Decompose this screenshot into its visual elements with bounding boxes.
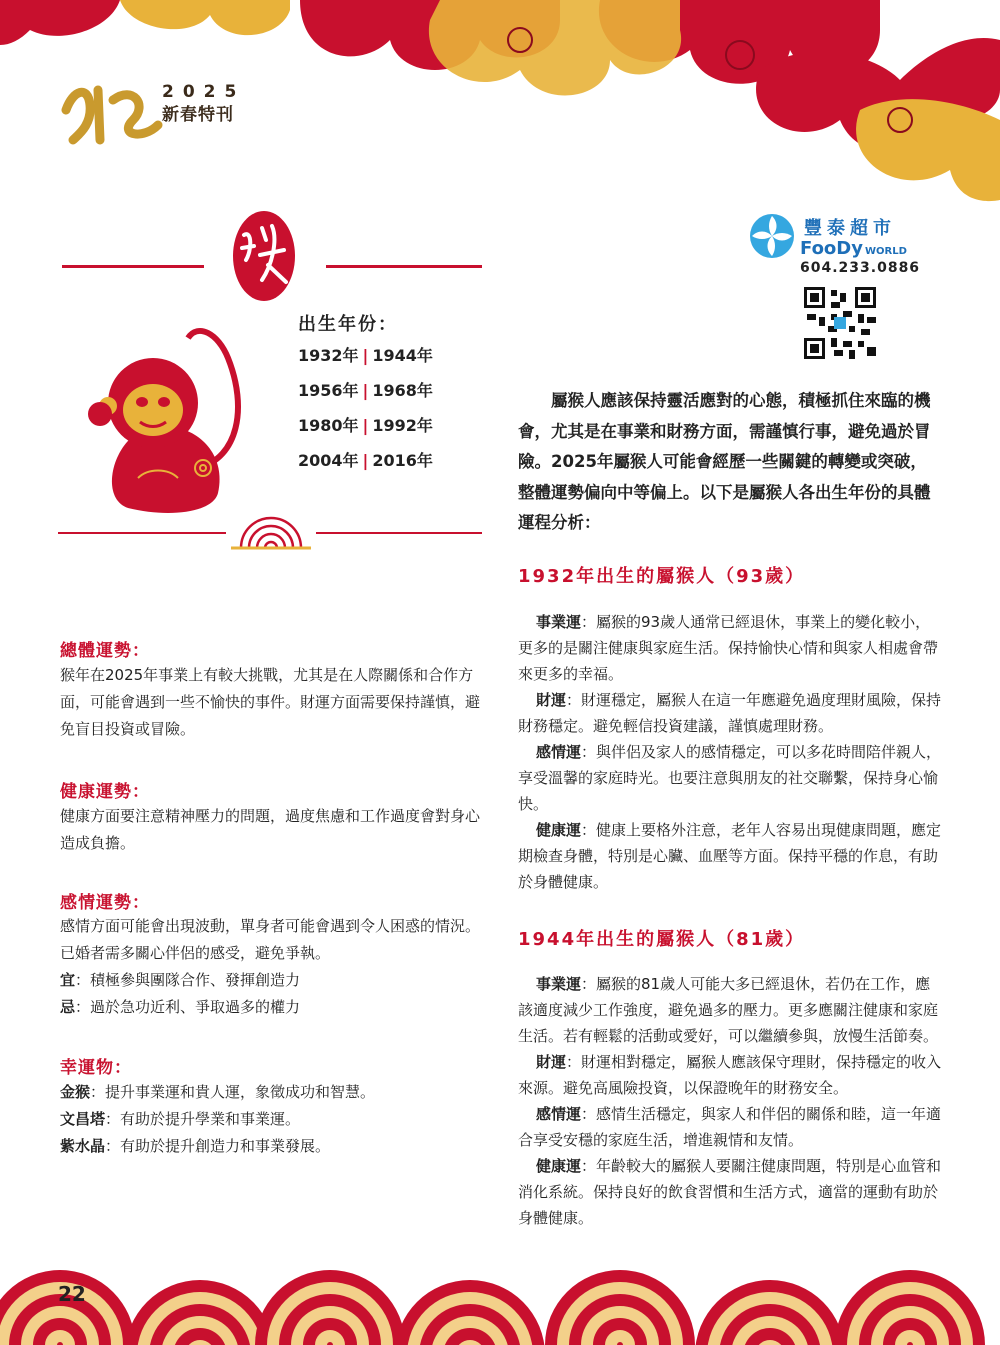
fortune-item: 財運：財運穩定，屬猴人在這一年應避免過度理財風險，保持財務穩定。避免輕信投資建議，謹慎處理財務。: [518, 691, 942, 735]
love-fortune-block: [60, 913, 484, 1021]
section-body-1932: [518, 609, 942, 895]
intro-paragraph: 屬猴人應該保持靈活應對的心態，積極抓住來臨的機會，尤其是在事業和財務方面，需謹慎行事，避免過於冒險。2025年屬猴人可能會經歷一些關鍵的轉變或突破，整體運勢偏向中等偏上。以下是屬猴人各出生年份的具體運程分析：: [518, 391, 931, 532]
qr-code-icon[interactable]: [804, 287, 876, 359]
monkey-seal-icon: [232, 210, 296, 302]
wave-decoration-icon: [0, 1240, 1000, 1345]
love-fortune-text: 感情方面可能會出現波動，單身者可能會遇到令人困惑的情況。已婚者需多關心伴侶的感受，避免爭執。: [60, 917, 481, 962]
brand-logo-icon: [748, 212, 796, 260]
brand-phone: 604.233.0886: [800, 260, 921, 276]
birth-year-row: 1956年 | 1968年: [298, 381, 433, 400]
snake-calligraphy-icon: [58, 70, 168, 150]
lucky-items-list: [60, 1079, 484, 1160]
wave-fan-icon: [226, 512, 316, 552]
fortune-item: 財運：財運相對穩定，屬猴人應該保守理財，保持穩定的收入來源。避免高風險投資，以保證晚年的財務安全。: [518, 1053, 942, 1097]
brand-name-english: FooDy WORLD: [800, 238, 907, 259]
section-heading-1944: 1944年出生的屬猴人（81歲）: [518, 929, 806, 950]
lucky-item: 文昌塔：有助於提升學業和事業運。: [60, 1110, 301, 1128]
birth-year-row: 1980年 | 1992年: [298, 416, 433, 435]
overall-fortune-text: 猴年在2025年事業上有較大挑戰，尤其是在人際關係和合作方面，可能會遇到一些不愉快的事件。財運方面需要保持謹慎，避免盲目投資或冒險。: [60, 666, 481, 738]
overall-fortune-heading: 總體運勢：: [60, 641, 150, 661]
fortune-item: 健康運：年齡較大的屬猴人要關注健康問題，特別是心血管和消化系統。保持良好的飲食習慣和生活方式，適當的運動有助於身體健康。: [518, 1157, 942, 1227]
section-body-1944: [518, 971, 942, 1231]
fortune-item: 事業運：屬猴的93歲人通常已經退休，事業上的變化較小，更多的是關注健康與家庭生活。保持愉快心情和與家人相處會帶來更多的幸福。: [518, 613, 939, 683]
section-heading-1932: 1932年出生的屬猴人（93歲）: [518, 566, 806, 587]
birth-years-heading: 出生年份：: [298, 314, 398, 335]
birth-year-row: 2004年 | 2016年: [298, 451, 433, 470]
divider: [62, 265, 204, 268]
lucky-items-heading: 幸運物：: [60, 1058, 132, 1078]
fortune-item: 感情運：與伴侶及家人的感情穩定，可以多花時間陪伴親人，享受溫馨的家庭時光。也要注意與朋友的社交聯繫，保持身心愉快。: [518, 743, 942, 813]
monkey-illustration-icon: [78, 318, 263, 518]
health-fortune-text: 健康方面要注意精神壓力的問題，過度焦慮和工作過度會對身心造成負擔。: [60, 807, 481, 852]
fortune-item: 事業運：屬猴的81歲人可能大多已經退休，若仍在工作，應該適度減少工作強度，避免過多的壓力。更多應關注健康和家庭生活。若有輕鬆的活動或愛好，可以繼續參與，放慢生活節奏。: [518, 975, 939, 1045]
love-fortune-heading: 感情運勢：: [60, 893, 150, 913]
fortune-item: 感情運：感情生活穩定，與家人和伴侶的關係和睦，這一年適合享受安穩的家庭生活，增進親情和友情。: [518, 1105, 942, 1149]
lucky-item: 金猴：提升事業運和貴人運，象徵成功和智慧。: [60, 1083, 376, 1101]
do-line: 宜：積極參與團隊合作、發揮創造力: [60, 971, 301, 989]
dont-line: 忌：過於急功近利、爭取過多的權力: [60, 998, 301, 1016]
fortune-item: 健康運：健康上要格外注意，老年人容易出現健康問題，應定期檢查身體，特別是心臟、血壓等方面。保持平穩的作息，有助於身體健康。: [518, 821, 942, 891]
masthead-title: 新春特刊: [162, 105, 234, 125]
masthead-year: 2025: [162, 82, 246, 102]
birth-year-row: 1932年 | 1944年: [298, 346, 433, 365]
health-fortune-heading: 健康運勢：: [60, 782, 150, 802]
divider: [326, 265, 482, 268]
brand-name-chinese: 豐泰超市: [804, 218, 896, 239]
lucky-item: 紫水晶：有助於提升創造力和事業發展。: [60, 1137, 331, 1155]
page-number: 22: [58, 1282, 86, 1306]
